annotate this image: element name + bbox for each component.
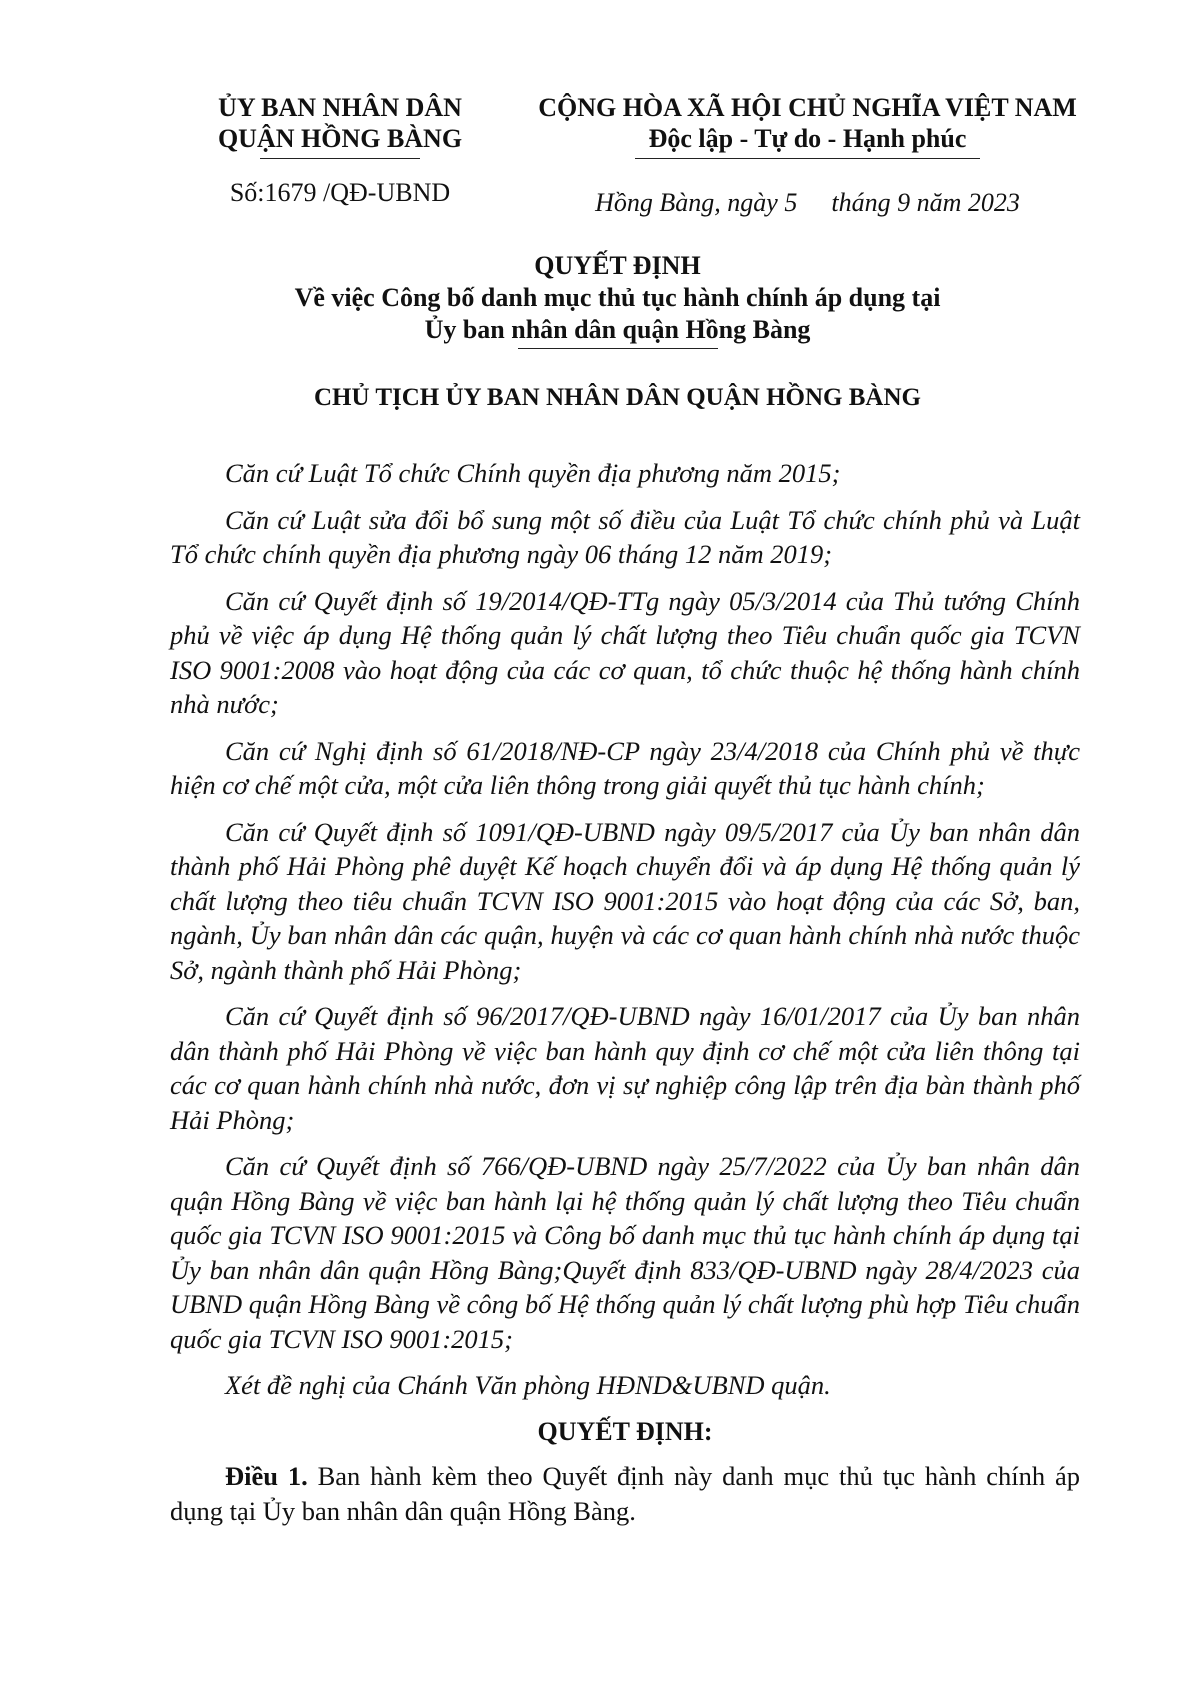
preamble-paragraph: Căn cứ Quyết định số 19/2014/QĐ-TTg ngày 05/3/2014 của Thủ tướng Chính phủ về việc áp dụng Hệ thống quản lý chất lượng theo Tiêu chuẩn quốc gia TCVN ISO 9001:2008 vào hoạt động của các cơ quan, tổ chức thuộc hệ thống hành chính nhà nước; xyxy=(170,585,1080,719)
date-part-2: tháng 9 năm 2023 xyxy=(831,188,1020,217)
title-underline xyxy=(518,348,718,349)
nation-line-1: CỘNG HÒA XÃ HỘI CHỦ NGHĨA VIỆT NAM xyxy=(538,93,1077,122)
document-number: Số:1679 /QĐ-UBND xyxy=(229,178,451,207)
agency-underline xyxy=(260,158,420,159)
article-1 xyxy=(170,1459,1080,1528)
preamble-paragraph: Căn cứ Luật sửa đổi bổ sung một số điều của Luật Tổ chức chính phủ và Luật Tổ chức chính quyền địa phương ngày 06 tháng 12 năm 2019; xyxy=(170,504,1080,569)
title-line-3: Ủy ban nhân dân quận Hồng Bàng xyxy=(424,315,811,344)
motto-underline xyxy=(635,158,980,159)
title-line-2: Về việc Công bố danh mục thủ tục hành chính áp dụng tại xyxy=(294,283,941,312)
issuing-agency xyxy=(185,92,495,159)
agency-line-2: QUẬN HỒNG BÀNG xyxy=(217,124,463,153)
title-line-1: QUYẾT ĐỊNH xyxy=(534,251,701,280)
place-date xyxy=(525,188,1090,218)
preamble-paragraph: Xét đề nghị của Chánh Văn phòng HĐND&UBND quận. xyxy=(225,1370,831,1400)
issuing-authority: CHỦ TỊCH ỦY BAN NHÂN DÂN QUẬN HỒNG BÀNG xyxy=(314,384,921,411)
date-part-1: Hồng Bàng, ngày 5 xyxy=(595,188,798,217)
document-title xyxy=(150,250,1085,349)
national-motto xyxy=(525,92,1090,159)
article-1-label: Điều 1. xyxy=(225,1461,308,1491)
document-body xyxy=(170,456,1080,1540)
preamble-paragraph: Căn cứ Quyết định số 1091/QĐ-UBND ngày 09/5/2017 của Ủy ban nhân dân thành phố Hải Phòng phê duyệt Kế hoạch chuyển đổi và áp dụng Hệ thống quản lý chất lượng theo tiêu chuẩn TCVN ISO 9001:2015 vào hoạt động của các Sở, ban, ngành, Ủy ban nhân dân các quận, huyện và các cơ quan hành chính nhà nước thuộc Sở, ngành thành phố Hải Phòng; xyxy=(170,816,1080,985)
agency-line-1: ỦY BAN NHÂN DÂN xyxy=(218,93,462,122)
preamble-paragraph: Căn cứ Quyết định số 766/QĐ-UBND ngày 25/7/2022 của Ủy ban nhân dân quận Hồng Bàng về việc ban hành lại hệ thống quản lý chất lượng theo Tiêu chuẩn quốc gia TCVN ISO 9001:2015 và Công bố danh mục thủ tục hành chính áp dụng tại Ủy ban nhân dân quận Hồng Bàng;Quyết định 833/QĐ-UBND ngày 28/4/2023 của UBND quận Hồng Bàng về công bố Hệ thống quản lý chất lượng phù hợp Tiêu chuẩn quốc gia TCVN ISO 9001:2015; xyxy=(170,1151,1080,1354)
preamble-paragraph: Căn cứ Luật Tổ chức Chính quyền địa phương năm 2015; xyxy=(225,458,841,488)
nation-line-2: Độc lập - Tự do - Hạnh phúc xyxy=(648,124,967,153)
preamble-paragraph: Căn cứ Quyết định số 96/2017/QĐ-UBND ngày 16/01/2017 của Ủy ban nhân dân thành phố Hải Phòng về việc ban hành quy định cơ chế một cửa liên thông tại các cơ quan hành chính nhà nước, đơn vị sự nghiệp công lập trên địa bàn thành phố Hải Phòng; xyxy=(170,1001,1080,1135)
article-1-text: Ban hành kèm theo Quyết định này danh mục thủ tục hành chính áp dụng tại Ủy ban nhân dân quận Hồng Bàng. xyxy=(170,1461,1081,1526)
preamble-paragraph: Căn cứ Nghị định số 61/2018/NĐ-CP ngày 23/4/2018 của Chính phủ về thực hiện cơ chế một cửa, một cửa liên thông trong giải quyết thủ tục hành chính; xyxy=(170,735,1080,800)
decision-heading: QUYẾT ĐỊNH: xyxy=(537,1416,713,1446)
